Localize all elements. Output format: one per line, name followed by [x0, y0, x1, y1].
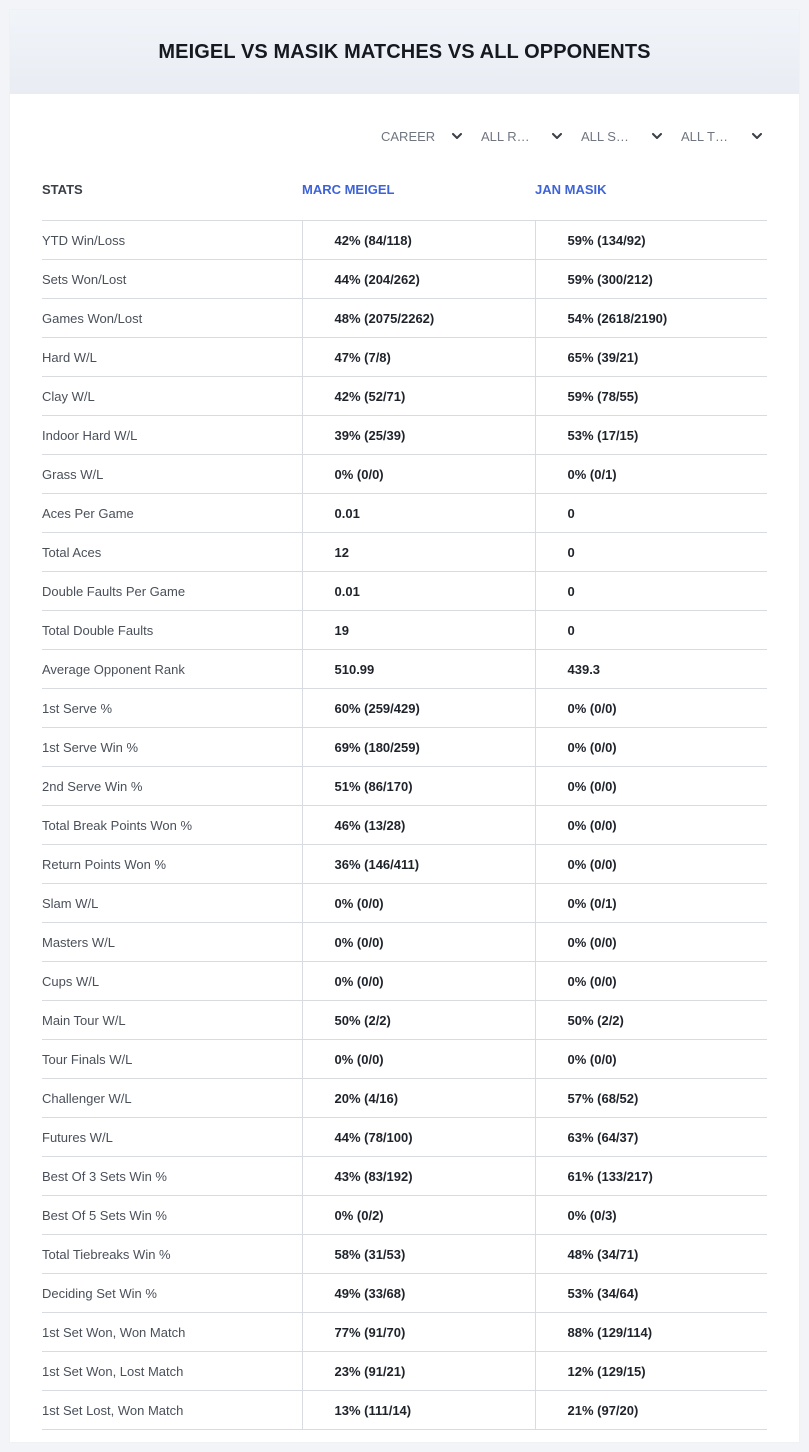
table-row [42, 1235, 767, 1274]
player2-stat-value: 0 [535, 533, 767, 572]
filter-round-label: ALL R… [481, 128, 530, 144]
table-row [42, 377, 767, 416]
player2-stat-value: 54% (2618/2190) [535, 299, 767, 338]
stat-label: 1st Set Won, Lost Match [42, 1352, 302, 1391]
player1-stat-value: 44% (78/100) [302, 1118, 535, 1157]
player1-stat-value: 47% (7/8) [302, 338, 535, 377]
player2-stat-value: 53% (34/64) [535, 1274, 767, 1313]
stat-label: Slam W/L [42, 884, 302, 923]
stat-label: Grass W/L [42, 455, 302, 494]
player1-stat-value: 0% (0/0) [302, 962, 535, 1001]
table-row [42, 260, 767, 299]
table-row [42, 1001, 767, 1040]
player2-stat-value: 0% (0/0) [535, 728, 767, 767]
player2-stat-value: 0% (0/3) [535, 1196, 767, 1235]
player1-stat-value: 58% (31/53) [302, 1235, 535, 1274]
stat-label: Challenger W/L [42, 1079, 302, 1118]
filter-period-dropdown[interactable] [367, 123, 467, 149]
table-row [42, 1274, 767, 1313]
filter-surface-dropdown[interactable] [567, 123, 667, 149]
player2-stat-value: 53% (17/15) [535, 416, 767, 455]
stat-label: Indoor Hard W/L [42, 416, 302, 455]
stat-label: Hard W/L [42, 338, 302, 377]
stat-label: 1st Serve % [42, 689, 302, 728]
table-row [42, 533, 767, 572]
stat-label: Total Double Faults [42, 611, 302, 650]
stat-label: 1st Serve Win % [42, 728, 302, 767]
filter-round-dropdown[interactable] [467, 123, 567, 149]
player2-stat-value: 0% (0/1) [535, 884, 767, 923]
player2-stat-value: 65% (39/21) [535, 338, 767, 377]
table-row [42, 416, 767, 455]
player1-stat-value: 36% (146/411) [302, 845, 535, 884]
player1-stat-value: 0% (0/0) [302, 455, 535, 494]
player1-stat-value: 42% (84/118) [302, 221, 535, 260]
player1-stat-value: 20% (4/16) [302, 1079, 535, 1118]
table-row [42, 1391, 767, 1430]
stat-label: Futures W/L [42, 1118, 302, 1157]
player2-stat-value: 439.3 [535, 650, 767, 689]
player2-stat-value: 0 [535, 611, 767, 650]
player1-stat-value: 50% (2/2) [302, 1001, 535, 1040]
table-header-row [42, 160, 767, 221]
player2-stat-value: 0% (0/0) [535, 845, 767, 884]
player1-stat-value: 42% (52/71) [302, 377, 535, 416]
table-row [42, 806, 767, 845]
player1-stat-value: 77% (91/70) [302, 1313, 535, 1352]
table-row [42, 689, 767, 728]
player2-stat-value: 59% (300/212) [535, 260, 767, 299]
player2-stat-value: 0% (0/0) [535, 1040, 767, 1079]
stat-label: Average Opponent Rank [42, 650, 302, 689]
stat-label: Aces Per Game [42, 494, 302, 533]
table-row [42, 650, 767, 689]
player2-stat-value: 0% (0/1) [535, 455, 767, 494]
player1-stat-value: 51% (86/170) [302, 767, 535, 806]
table-row [42, 1118, 767, 1157]
player2-stat-value: 0% (0/0) [535, 806, 767, 845]
player1-stat-value: 19 [302, 611, 535, 650]
page-title: MEIGEL VS MASIK MATCHES VS ALL OPPONENTS [158, 40, 651, 63]
stat-label: Cups W/L [42, 962, 302, 1001]
table-row [42, 962, 767, 1001]
stat-label: Sets Won/Lost [42, 260, 302, 299]
stat-label: Deciding Set Win % [42, 1274, 302, 1313]
player1-stat-value: 12 [302, 533, 535, 572]
table-row [42, 299, 767, 338]
chevron-down-icon [751, 130, 763, 142]
player1-stat-value: 49% (33/68) [302, 1274, 535, 1313]
stat-label: 2nd Serve Win % [42, 767, 302, 806]
filter-bar [367, 123, 767, 149]
stats-card [10, 10, 799, 1442]
player2-stat-value: 0 [535, 494, 767, 533]
stat-label: Return Points Won % [42, 845, 302, 884]
player2-stat-value: 0 [535, 572, 767, 611]
player2-stat-value: 50% (2/2) [535, 1001, 767, 1040]
player2-stat-value: 57% (68/52) [535, 1079, 767, 1118]
stat-label: Main Tour W/L [42, 1001, 302, 1040]
table-row [42, 572, 767, 611]
chevron-down-icon [451, 130, 463, 142]
player1-stat-value: 44% (204/262) [302, 260, 535, 299]
player1-stat-value: 23% (91/21) [302, 1352, 535, 1391]
chevron-down-icon [551, 130, 563, 142]
player1-stat-value: 0% (0/0) [302, 1040, 535, 1079]
stats-table-body [42, 221, 767, 1430]
player2-stat-value: 59% (78/55) [535, 377, 767, 416]
player1-stat-value: 43% (83/192) [302, 1157, 535, 1196]
stat-label: YTD Win/Loss [42, 221, 302, 260]
column-header-player1[interactable]: MARC MEIGEL [302, 160, 535, 221]
stat-label: Clay W/L [42, 377, 302, 416]
stat-label: 1st Set Lost, Won Match [42, 1391, 302, 1430]
table-row [42, 455, 767, 494]
player2-stat-value: 21% (97/20) [535, 1391, 767, 1430]
player1-stat-value: 0% (0/0) [302, 884, 535, 923]
table-row [42, 494, 767, 533]
player1-stat-value: 0.01 [302, 494, 535, 533]
player2-stat-value: 0% (0/0) [535, 689, 767, 728]
player1-stat-value: 69% (180/259) [302, 728, 535, 767]
filter-tournament-label: ALL T… [681, 128, 728, 144]
player1-stat-value: 0% (0/2) [302, 1196, 535, 1235]
filter-tournament-dropdown[interactable] [667, 123, 767, 149]
player1-stat-value: 46% (13/28) [302, 806, 535, 845]
stat-label: Total Aces [42, 533, 302, 572]
table-row [42, 845, 767, 884]
player2-stat-value: 88% (129/114) [535, 1313, 767, 1352]
card-header [10, 10, 799, 94]
player1-stat-value: 13% (111/14) [302, 1391, 535, 1430]
filter-period-label: CAREER [381, 128, 436, 144]
stat-label: Total Tiebreaks Win % [42, 1235, 302, 1274]
player2-stat-value: 59% (134/92) [535, 221, 767, 260]
player1-stat-value: 0% (0/0) [302, 923, 535, 962]
table-row [42, 728, 767, 767]
player1-stat-value: 60% (259/429) [302, 689, 535, 728]
column-header-stats: STATS [42, 160, 302, 221]
player2-stat-value: 0% (0/0) [535, 923, 767, 962]
filter-surface-label: ALL S… [581, 128, 629, 144]
player2-stat-value: 12% (129/15) [535, 1352, 767, 1391]
player1-stat-value: 39% (25/39) [302, 416, 535, 455]
column-header-player2[interactable]: JAN MASIK [535, 160, 767, 221]
table-row [42, 1313, 767, 1352]
player2-stat-value: 0% (0/0) [535, 767, 767, 806]
table-row [42, 1040, 767, 1079]
chevron-down-icon [651, 130, 663, 142]
stat-label: Double Faults Per Game [42, 572, 302, 611]
stat-label: Total Break Points Won % [42, 806, 302, 845]
table-row [42, 923, 767, 962]
stat-label: Best Of 5 Sets Win % [42, 1196, 302, 1235]
table-row [42, 767, 767, 806]
player2-stat-value: 48% (34/71) [535, 1235, 767, 1274]
player1-stat-value: 48% (2075/2262) [302, 299, 535, 338]
stat-label: 1st Set Won, Won Match [42, 1313, 302, 1352]
table-row [42, 221, 767, 260]
table-row [42, 338, 767, 377]
stats-table [42, 160, 767, 1430]
table-row [42, 1196, 767, 1235]
stat-label: Games Won/Lost [42, 299, 302, 338]
player2-stat-value: 63% (64/37) [535, 1118, 767, 1157]
player1-stat-value: 0.01 [302, 572, 535, 611]
table-row [42, 1157, 767, 1196]
stat-label: Masters W/L [42, 923, 302, 962]
stat-label: Best Of 3 Sets Win % [42, 1157, 302, 1196]
stat-label: Tour Finals W/L [42, 1040, 302, 1079]
player1-stat-value: 510.99 [302, 650, 535, 689]
player2-stat-value: 61% (133/217) [535, 1157, 767, 1196]
table-row [42, 1079, 767, 1118]
table-row [42, 884, 767, 923]
table-row [42, 1352, 767, 1391]
table-row [42, 611, 767, 650]
player2-stat-value: 0% (0/0) [535, 962, 767, 1001]
